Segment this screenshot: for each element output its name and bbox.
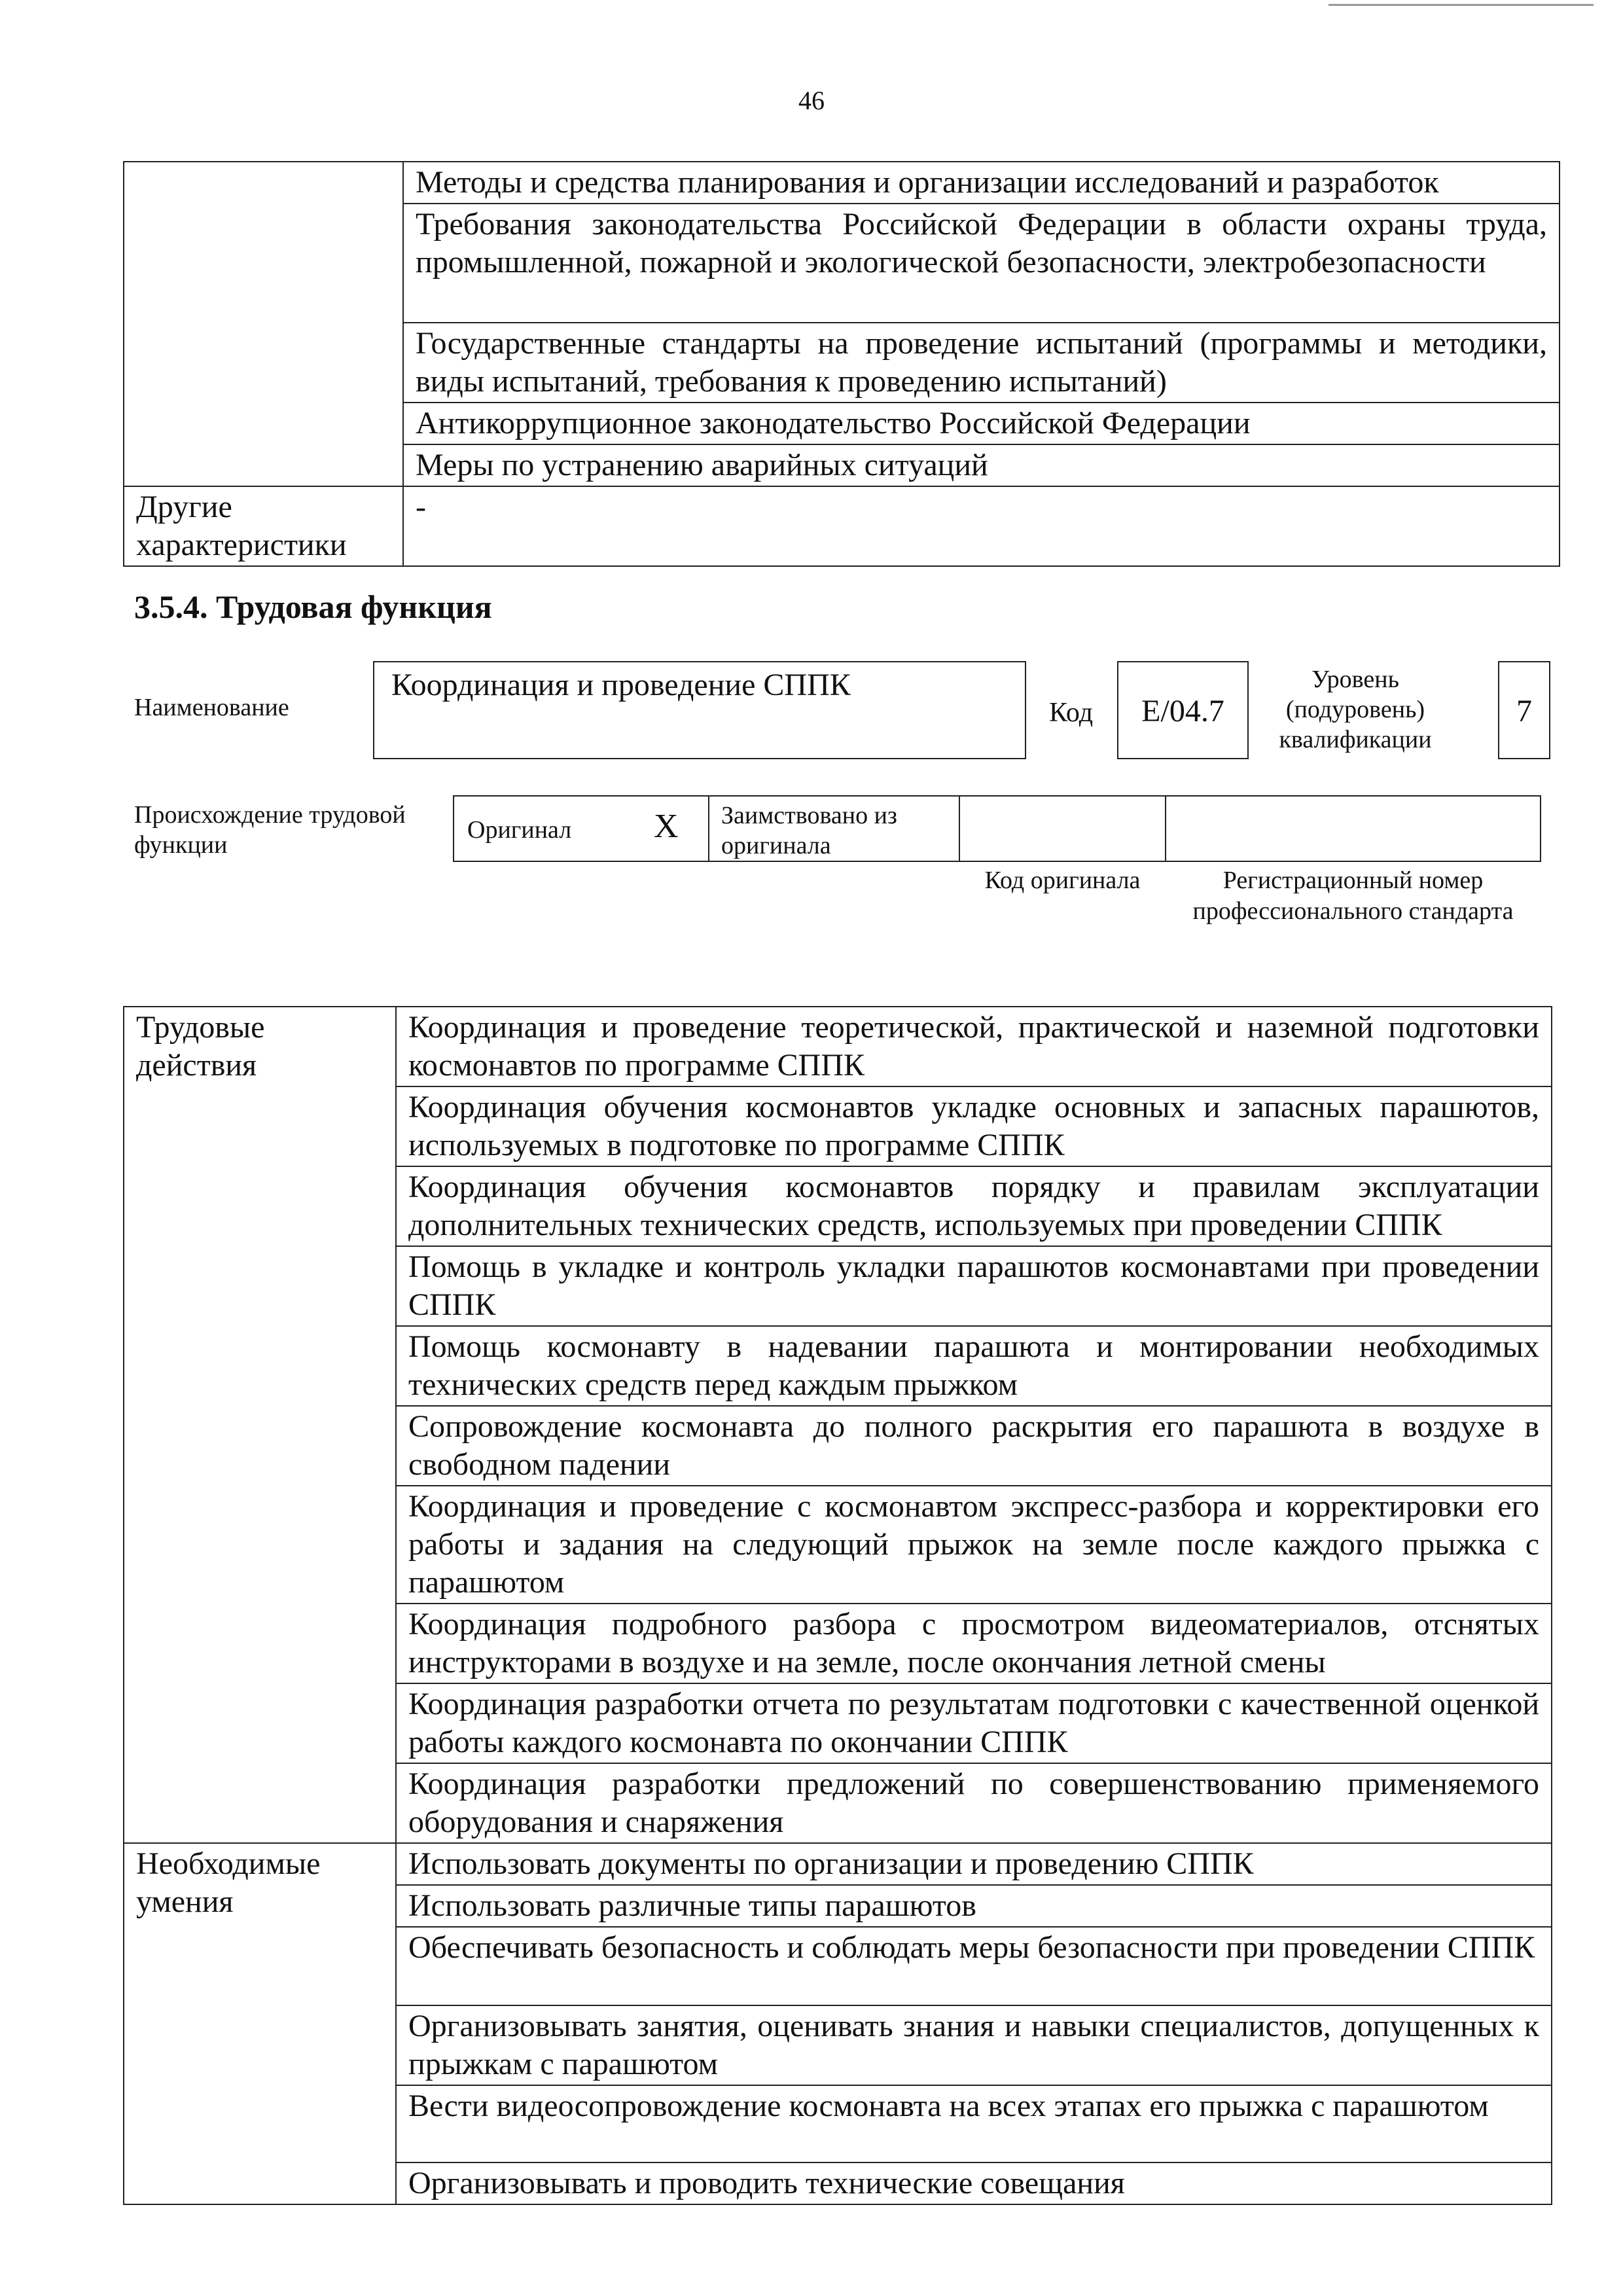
- skill-row: Использовать различные типы парашютов: [396, 1885, 1552, 1927]
- name-value: Координация и проведение СППК: [373, 661, 1026, 759]
- original-label: Оригинал: [467, 816, 572, 844]
- borrowed-label: Заимствовано из оригинала: [721, 802, 897, 859]
- code-value: E/04.7: [1117, 661, 1249, 759]
- code-original-cell: [959, 795, 1166, 862]
- skill-row: Обеспечивать безопасность и соблюдать меры безопасности при проведении СППК: [396, 1927, 1552, 2005]
- knowledge-row: Государственные стандарты на проведение испытаний (программы и методики, виды испытаний, требования к проведению испытаний): [403, 323, 1560, 403]
- labor-action-row: Координация обучения космонавтов порядку и правилам эксплуатации дополнительных технических средств, используемых при проведении СППК: [396, 1166, 1552, 1246]
- original-mark: X: [654, 808, 679, 845]
- knowledge-row: Методы и средства планирования и организации исследований и разработок: [403, 162, 1560, 204]
- level-value: 7: [1498, 661, 1550, 759]
- labor-action-row: Координация обучения космонавтов укладке основных и запасных парашютов, используемых в подготовке по программе СППК: [396, 1086, 1552, 1166]
- labor-action-row: Сопровождение космонавта до полного раскрытия его парашюта в воздухе в свободном падении: [396, 1406, 1552, 1486]
- skills-label: Необходимые умения: [124, 1843, 396, 2204]
- skill-row: Использовать документы по организации и проведению СППК: [396, 1843, 1552, 1885]
- knowledge-label-cell: [124, 162, 403, 486]
- section-title: 3.5.4. Трудовая функция: [134, 588, 492, 625]
- knowledge-table: [123, 161, 1560, 567]
- name-label: Наименование: [134, 694, 289, 721]
- labor-action-row: Координация подробного разбора с просмотром видеоматериалов, отснятых инструкторами в воздухе и на земле, после окончания летной смены: [396, 1604, 1552, 1683]
- knowledge-row: Меры по устранению аварийных ситуаций: [403, 444, 1560, 486]
- skill-row: Организовывать занятия, оценивать знания и навыки специалистов, допущенных к прыжкам с парашютом: [396, 2005, 1552, 2085]
- top-rule: [1329, 4, 1594, 6]
- knowledge-row: Антикоррупционное законодательство Российской Федерации: [403, 403, 1560, 444]
- skill-row: Организовывать и проводить технические совещания: [396, 2162, 1552, 2204]
- labor-action-row: Помощь в укладке и контроль укладки парашютов космонавтами при проведении СППК: [396, 1246, 1552, 1326]
- labor-actions-label: Трудовые действия: [124, 1007, 396, 1843]
- code-original-label: Код оригинала: [984, 867, 1141, 894]
- labor-function-table: [123, 1006, 1552, 2205]
- reg-number-cell: [1165, 795, 1541, 862]
- other-characteristics-value: -: [403, 486, 1560, 566]
- labor-action-row: Помощь космонавту в надевании парашюта и монтировании необходимых технических средств перед каждым прыжком: [396, 1326, 1552, 1406]
- original-cell: [453, 795, 709, 862]
- reg-number-label: Регистрационный номер профессионального стандарта: [1192, 867, 1514, 925]
- code-label: Код: [1049, 698, 1094, 728]
- other-characteristics-label: Другие характеристики: [124, 486, 403, 566]
- skill-row: Вести видеосопровождение космонавта на всех этапах его прыжка с парашютом: [396, 2085, 1552, 2162]
- labor-action-row: Координация и проведение с космонавтом экспресс-разбора и корректировки его работы и задания на следующий прыжок на земле после каждого прыжка с парашютом: [396, 1486, 1552, 1604]
- origin-label: Происхождение трудовой функции: [134, 801, 406, 859]
- page-number: 46: [798, 86, 825, 115]
- labor-action-row: Координация разработки предложений по совершенствованию применяемого оборудования и снаряжения: [396, 1763, 1552, 1843]
- level-label: Уровень (подуровень) квалификации: [1279, 666, 1432, 753]
- knowledge-row: Требования законодательства Российской Федерации в области охраны труда, промышленной, пожарной и экологической безопасности, электробезопасности: [403, 204, 1560, 323]
- labor-action-row: Координация разработки отчета по результатам подготовки с качественной оценкой работы каждого космонавта по окончании СППК: [396, 1683, 1552, 1763]
- labor-action-row: Координация и проведение теоретической, практической и наземной подготовки космонавтов по программе СППК: [396, 1007, 1552, 1086]
- borrowed-cell: [708, 795, 960, 862]
